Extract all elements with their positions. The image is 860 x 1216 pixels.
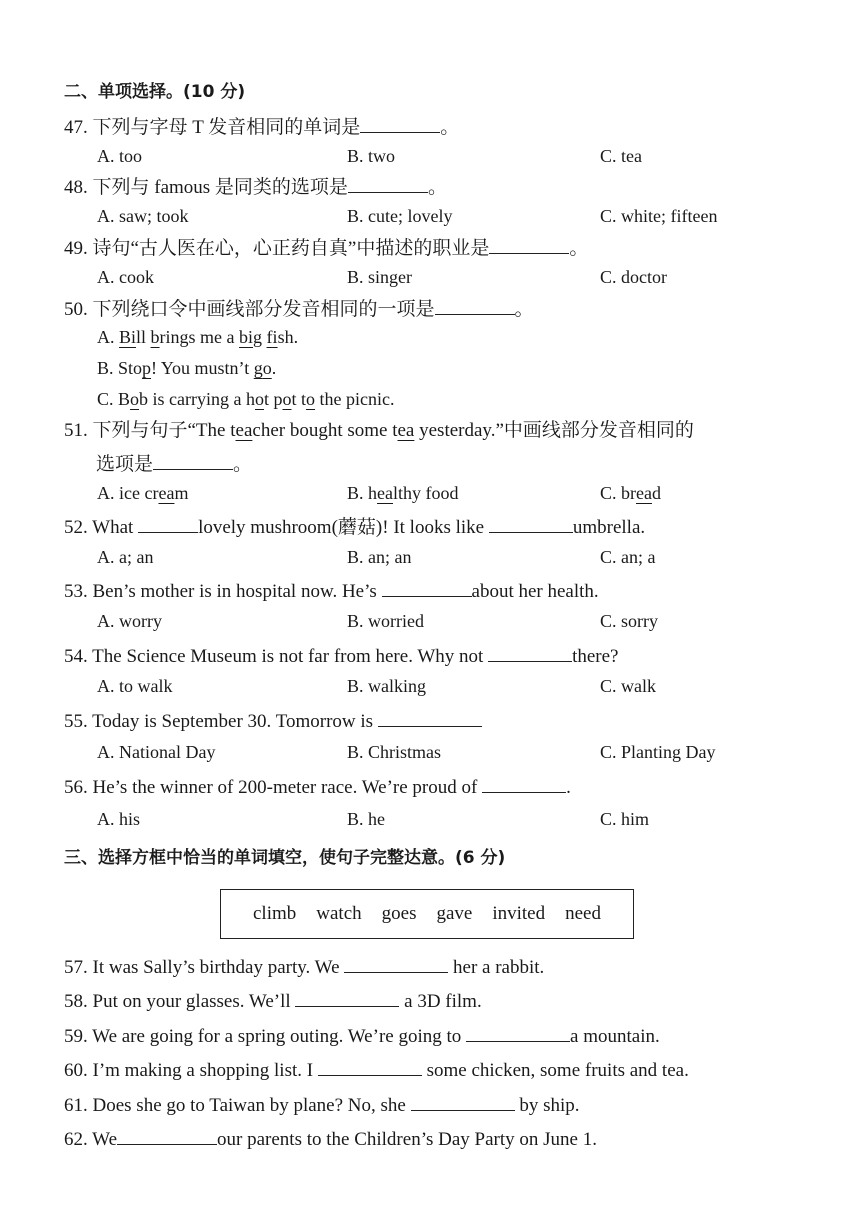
question-text: 48. 下列与 famous 是同类的选项是 (64, 177, 348, 198)
question-56: 56. He’s the winner of 200-meter race. We’re proud of . (64, 774, 571, 800)
answer-blank[interactable] (138, 514, 198, 533)
answer-blank[interactable] (117, 1126, 217, 1145)
question-47: 47. 下列与字母 T 发音相同的单词是 。 (64, 114, 459, 140)
option-c: C. white; fifteen (600, 206, 718, 226)
option-c: C. bread (600, 483, 661, 503)
answer-blank[interactable] (348, 174, 428, 193)
answer-blank[interactable] (360, 114, 440, 133)
option-c: C. walk (600, 676, 656, 696)
question-52: 52. What lovely mushroom(蘑菇)! It looks like umbrella. (64, 514, 645, 540)
word-bank-box (220, 889, 634, 939)
question-text: 49. 诗句“古人医在心，心正药自真”中描述的职业是 (64, 238, 490, 259)
option-c: C. him (600, 809, 650, 829)
question-62: 62. We our parents to the Children’s Day Party on June 1. (64, 1126, 597, 1152)
answer-blank[interactable] (489, 235, 569, 254)
answer-blank[interactable] (435, 296, 515, 315)
answer-blank[interactable] (295, 988, 399, 1007)
question-59: 59. We are going for a spring outing. We’re going to a mountain. (64, 1023, 660, 1049)
question-50: 50. 下列绕口令中画线部分发音相同的一项是 。 (64, 296, 534, 322)
option-c: C. sorry (600, 611, 658, 631)
option-a: A. Bill brings me a big fish. (97, 327, 299, 347)
answer-blank[interactable] (466, 1023, 570, 1042)
question-54: 54. The Science Museum is not far from here. Why not there? (64, 643, 618, 669)
option-b: B. healthy food (347, 483, 459, 503)
option-b: B. two (347, 146, 396, 166)
answer-blank[interactable] (488, 643, 572, 662)
option-a: A. to walk (97, 676, 173, 696)
question-57: 57. It was Sally’s birthday party. We her a rabbit. (64, 954, 544, 980)
question-49: 49. 诗句“古人医在心，心正药自真”中描述的职业是 。 (64, 235, 588, 261)
word-bank-item: invited (492, 903, 546, 924)
option-a: A. ice cream (97, 483, 189, 503)
question-55: 55. Today is September 30. Tomorrow is (64, 708, 482, 734)
answer-blank[interactable] (411, 1092, 515, 1111)
question-text: 47. 下列与字母 T 发音相同的单词是 (64, 117, 361, 138)
option-b: B. singer (347, 267, 412, 287)
answer-blank[interactable] (318, 1057, 422, 1076)
option-b: B. Christmas (347, 742, 442, 762)
option-c: C. an; a (600, 547, 656, 567)
question-text: 50. 下列绕口令中画线部分发音相同的一项是 (64, 299, 435, 320)
section-3-heading: 三、选择方框中恰当的单词填空，使句子完整达意。(6 分) (64, 848, 506, 868)
answer-blank[interactable] (489, 514, 573, 533)
answer-blank[interactable] (153, 451, 233, 470)
option-a: A. worry (97, 611, 162, 631)
word-bank-item: gave (436, 903, 473, 924)
question-51: 51. 下列与句子“The teacher bought some tea yesterday.”中画线部分发音相同的 (64, 420, 694, 441)
option-a: A. too (97, 146, 142, 166)
word-bank-item: need (565, 903, 601, 924)
option-a: A. his (97, 809, 141, 829)
question-51-continued: 选项是 。 (96, 451, 252, 477)
option-b: B. walking (347, 676, 426, 696)
answer-blank[interactable] (382, 578, 472, 597)
option-c: C. tea (600, 146, 642, 166)
answer-blank[interactable] (344, 954, 448, 973)
option-c: C. Bob is carrying a hot pot to the picnic. (97, 389, 395, 409)
option-b: B. he (347, 809, 385, 829)
section-2-heading: 二、单项选择。(10 分) (64, 82, 246, 102)
option-c: C. doctor (600, 267, 667, 287)
option-b: B. cute; lovely (347, 206, 453, 226)
option-c: C. Planting Day (600, 742, 716, 762)
question-61: 61. Does she go to Taiwan by plane? No, she by ship. (64, 1092, 580, 1118)
option-a: A. National Day (97, 742, 216, 762)
word-bank-item: watch (316, 903, 362, 924)
answer-blank[interactable] (482, 774, 566, 793)
option-b: B. an; an (347, 547, 412, 567)
question-60: 60. I’m making a shopping list. I some chicken, some fruits and tea. (64, 1057, 689, 1083)
option-a: A. cook (97, 267, 154, 287)
question-48: 48. 下列与 famous 是同类的选项是 。 (64, 174, 447, 200)
word-bank-item: climb (252, 903, 297, 924)
question-53: 53. Ben’s mother is in hospital now. He’s about her health. (64, 578, 599, 604)
question-58: 58. Put on your glasses. We’ll a 3D film. (64, 988, 482, 1014)
option-b: B. Stop! You mustn’t go. (97, 358, 277, 378)
option-b: B. worried (347, 611, 424, 631)
option-a: A. a; an (97, 547, 154, 567)
option-a: A. saw; took (97, 206, 189, 226)
answer-blank[interactable] (378, 708, 482, 727)
word-bank-item: goes (381, 903, 417, 924)
